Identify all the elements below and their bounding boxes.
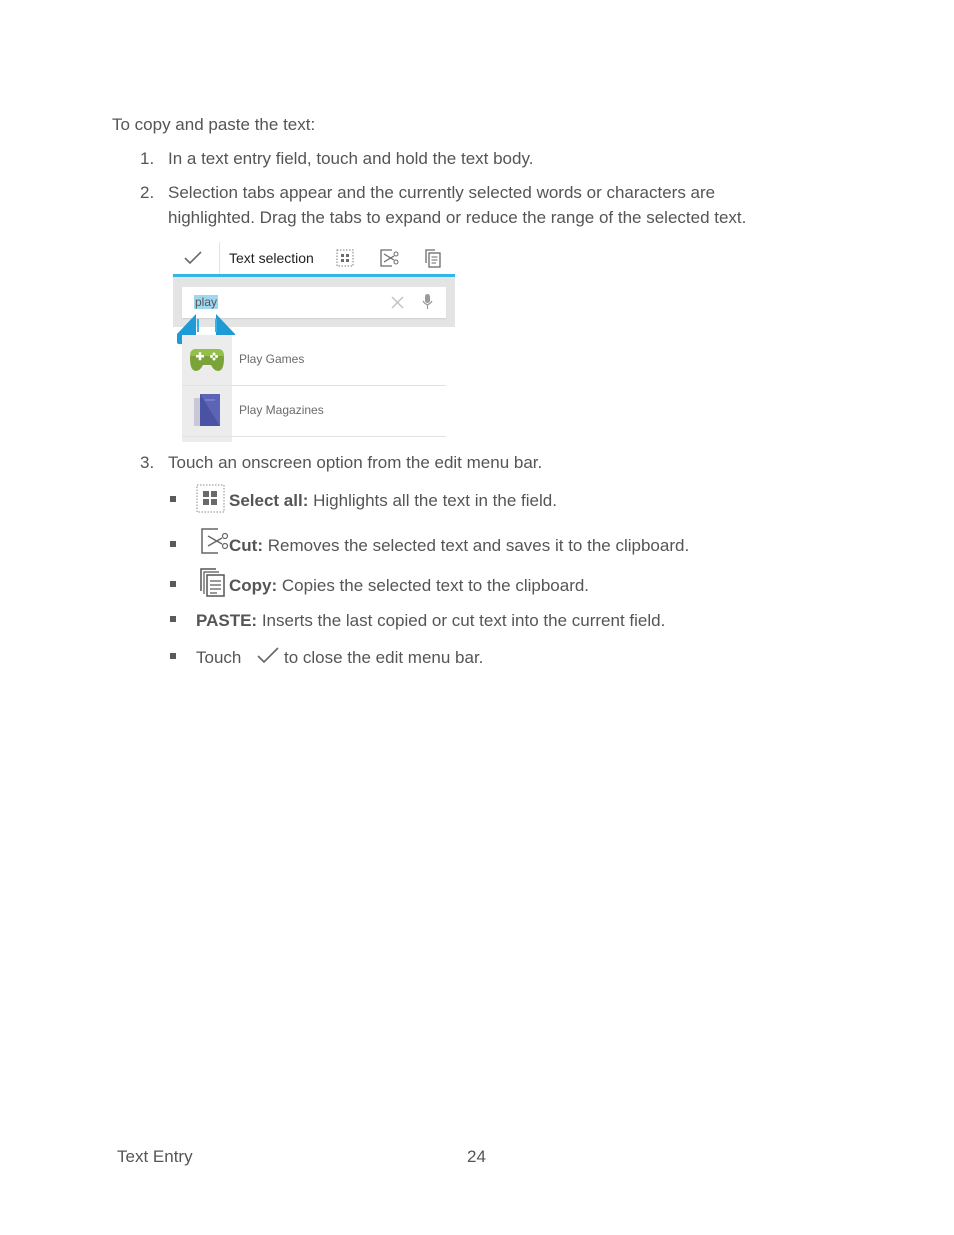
step-number: 1. [140, 149, 155, 168]
option-paste [196, 610, 665, 632]
gamepad-icon [189, 346, 225, 374]
cursor-line [215, 319, 217, 332]
bullet [170, 616, 176, 622]
list-item[interactable] [182, 386, 446, 437]
footer-section: Text Entry [117, 1147, 193, 1166]
option-description: Inserts the last copied or cut text into the current field. [261, 611, 666, 630]
list-item[interactable] [182, 335, 446, 386]
option-term: Select all: [229, 491, 309, 510]
cut-icon[interactable] [379, 248, 399, 268]
select-all-icon[interactable] [336, 249, 354, 267]
list-item-partial [182, 437, 232, 442]
step-text: Selection tabs appear and the currently selected words or characters are [168, 183, 716, 202]
bullet [170, 541, 176, 547]
selected-text: play [195, 295, 218, 309]
option-copy [229, 575, 589, 597]
step-number: 3. [140, 453, 155, 472]
list-item-label: Play Games [239, 352, 305, 366]
toolbar-title: Text selection [229, 250, 314, 266]
option-touch-suffix: to close the edit menu bar. [284, 648, 484, 667]
list-item-icon [182, 386, 232, 436]
checkmark-icon [257, 647, 279, 664]
magazine-icon [191, 392, 223, 428]
cut-icon [200, 527, 229, 555]
clear-icon[interactable] [391, 296, 404, 309]
copy-icon[interactable] [423, 248, 443, 268]
option-touch-prefix: Touch [196, 648, 242, 667]
step-number: 2. [140, 183, 155, 202]
option-term: PASTE: [196, 611, 258, 630]
option-description: Highlights all the text in the field. [313, 491, 557, 510]
edit-menu-bar [173, 242, 455, 275]
option-term: Copy: [229, 576, 278, 595]
step-text: Touch an onscreen option from the edit menu bar. [168, 453, 543, 472]
option-cut [229, 535, 689, 557]
list-item-icon [182, 335, 232, 385]
text-selection-screenshot [173, 242, 455, 442]
option-description: Copies the selected text to the clipboard. [281, 576, 590, 595]
step-text-continued: highlighted. Drag the tabs to expand or reduce the range of the selected text. [168, 208, 747, 227]
bullet [170, 653, 176, 659]
option-select-all [229, 490, 557, 512]
bullet [170, 581, 176, 587]
bullet [170, 496, 176, 502]
page-number: 24 [467, 1147, 486, 1166]
divider [219, 242, 220, 274]
option-description: Removes the selected text and saves it to the clipboard. [267, 536, 690, 555]
microphone-icon[interactable] [422, 293, 433, 311]
select-all-icon [196, 484, 225, 513]
copy-icon [199, 567, 226, 598]
checkmark-icon[interactable] [184, 251, 202, 265]
option-term: Cut: [229, 536, 263, 555]
cursor-line [197, 319, 199, 332]
step-text: In a text entry field, touch and hold the text body. [168, 149, 534, 168]
list-item-label: Play Magazines [239, 403, 324, 417]
intro-text: To copy and paste the text: [112, 115, 316, 134]
